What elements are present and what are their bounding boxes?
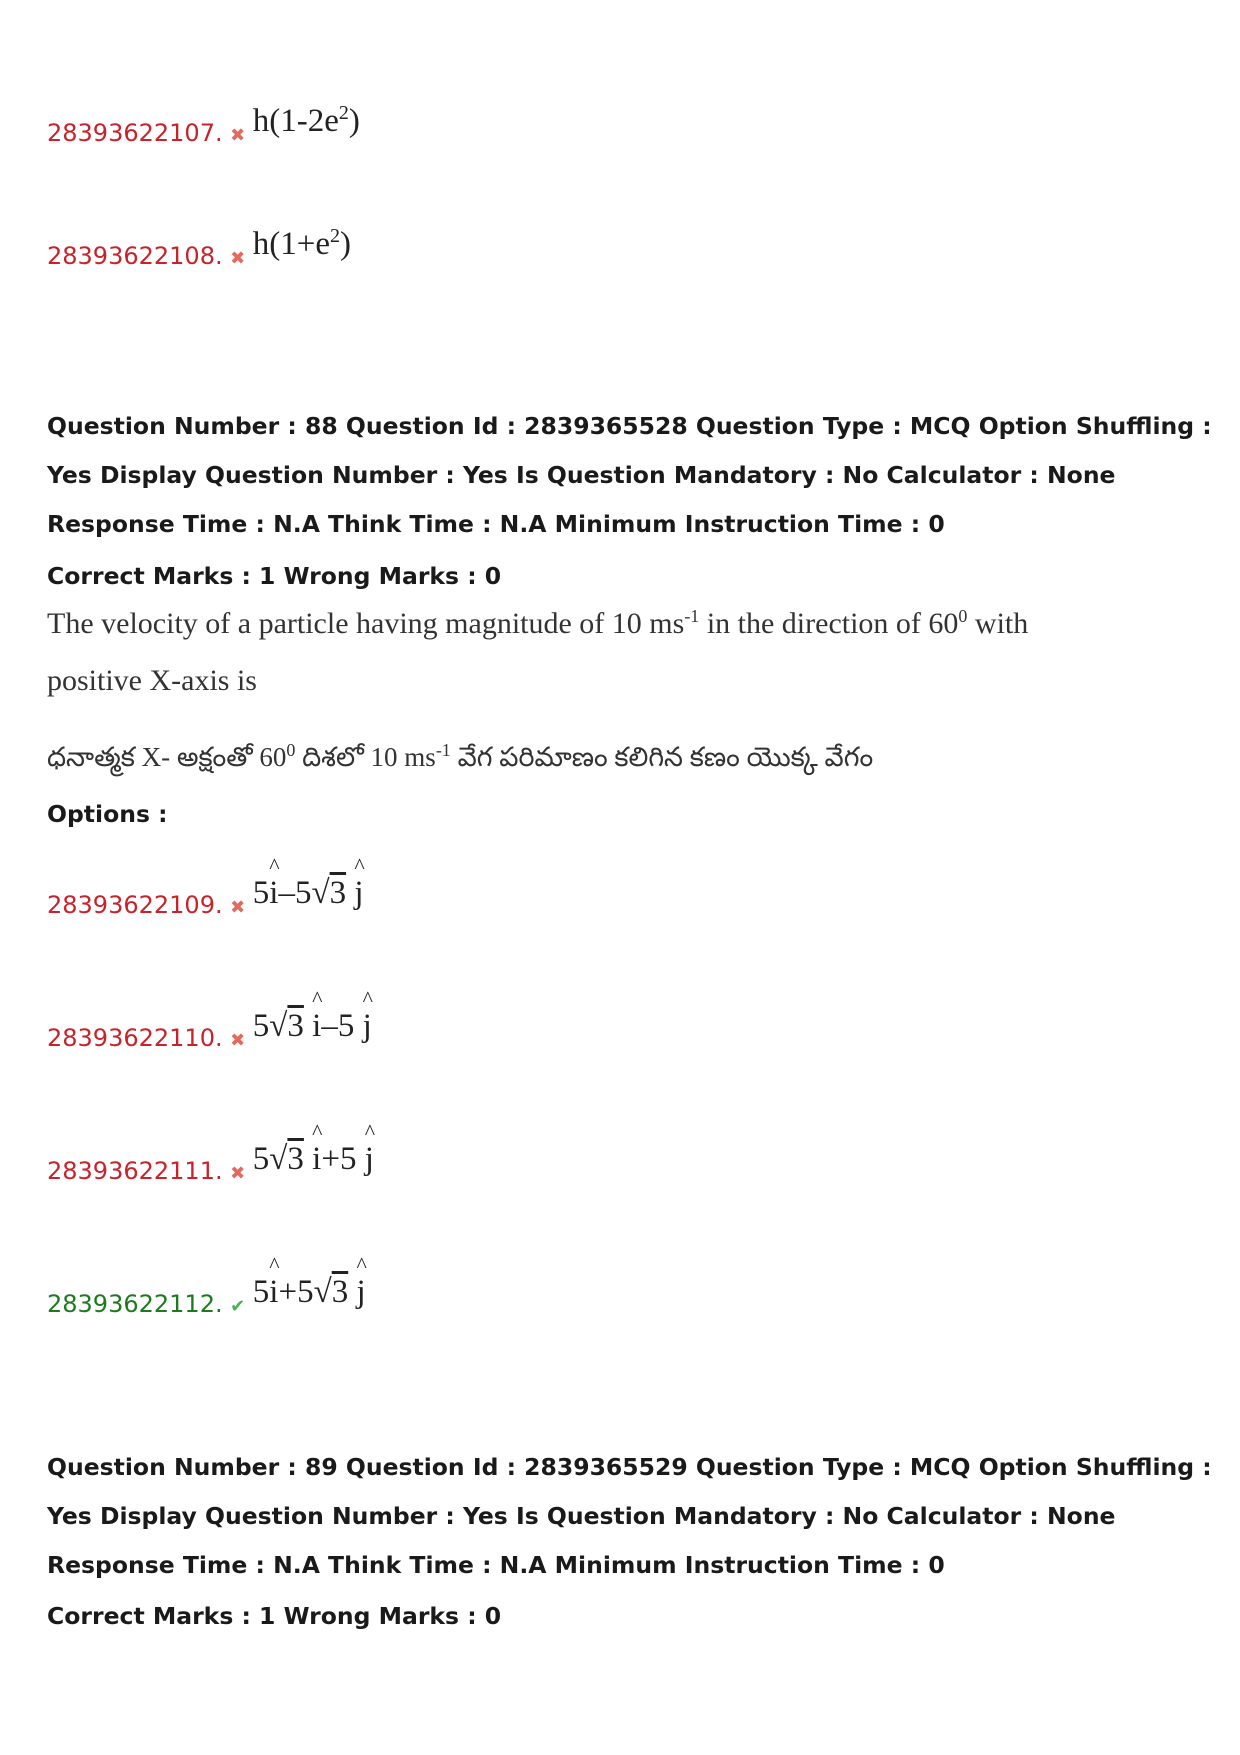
marks-line: Correct Marks : 1 Wrong Marks : 0 <box>47 1602 502 1630</box>
option-formula <box>253 875 364 911</box>
text-part: వేగ పరిమాణం కలిగిన కణం యొక్క వేగం <box>450 742 874 772</box>
text-sup: 0 <box>958 606 968 626</box>
option-formula <box>253 1274 366 1310</box>
formula-part: –5 <box>321 1008 355 1044</box>
question-text-en <box>47 606 1028 641</box>
check-icon: ✔ <box>230 1296 246 1317</box>
formula-radicand: 3 <box>287 1141 304 1177</box>
formula-radicand: 3 <box>329 875 347 911</box>
unit-vector-i: ^ i <box>269 875 278 912</box>
cross-icon: ✖ <box>230 125 246 146</box>
formula-part: 5 <box>252 1274 270 1310</box>
option-formula <box>253 1008 372 1044</box>
text-part: దిశలో 10 ms <box>295 742 436 772</box>
text-part: ధనాత్మక X- అక్షంతో 60 <box>47 742 287 772</box>
formula-part: +5√ <box>278 1274 332 1310</box>
formula-part: 5 <box>252 875 270 911</box>
option-id: 28393622108. <box>47 242 223 270</box>
text-part: The velocity of a particle having magnitude of 10 ms <box>47 607 685 640</box>
question-text-te <box>47 740 873 780</box>
cross-icon: ✖ <box>230 897 246 918</box>
formula-part: ) <box>340 226 352 262</box>
unit-vector-i: ^ i <box>312 1008 321 1045</box>
formula-part: 5√ <box>252 1141 288 1177</box>
option-formula <box>253 1141 374 1177</box>
option-row <box>47 1008 372 1055</box>
cross-icon: ✖ <box>230 1030 246 1051</box>
unit-vector-j: ^ j <box>354 875 363 912</box>
formula-radicand: 3 <box>331 1274 349 1310</box>
question-text-en-2: positive X-axis is <box>47 664 257 697</box>
option-row <box>47 225 352 273</box>
cross-icon: ✖ <box>230 1163 246 1184</box>
cross-icon: ✖ <box>230 248 246 269</box>
options-label: Options : <box>47 800 168 828</box>
text-sup: 0 <box>286 740 296 760</box>
option-row <box>47 875 364 922</box>
option-formula <box>253 103 360 139</box>
text-part: in the direction of 60 <box>699 607 959 640</box>
option-id: 28393622110. <box>47 1024 223 1052</box>
formula-part: 5√ <box>252 1008 288 1044</box>
option-row <box>47 1141 374 1188</box>
formula-exponent: 2 <box>330 225 341 247</box>
option-id: 28393622112. <box>47 1290 223 1318</box>
formula-radicand: 3 <box>287 1008 304 1044</box>
formula-part: –5√ <box>278 875 330 911</box>
unit-vector-j: ^ j <box>365 1141 374 1178</box>
unit-vector-i: ^ i <box>312 1141 321 1178</box>
text-sup: -1 <box>435 740 451 760</box>
formula-part: ) <box>348 103 360 139</box>
marks-line: Correct Marks : 1 Wrong Marks : 0 <box>47 562 502 590</box>
formula-part: h(1-2e <box>252 103 339 139</box>
text-sup: -1 <box>684 606 700 626</box>
formula-exponent: 2 <box>338 102 349 124</box>
formula-part: h(1+e <box>252 226 331 262</box>
option-id: 28393622109. <box>47 891 223 919</box>
option-row <box>47 1274 366 1321</box>
option-id: 28393622111. <box>47 1157 223 1185</box>
option-row <box>47 102 360 150</box>
unit-vector-i: ^ i <box>269 1274 278 1311</box>
unit-vector-j: ^ j <box>356 1274 365 1311</box>
text-part: with <box>967 607 1029 640</box>
option-id: 28393622107. <box>47 119 223 147</box>
option-formula <box>253 226 351 262</box>
unit-vector-j: ^ j <box>363 1008 372 1045</box>
question-header: Question Number : 89 Question Id : 2839365529 Question Type : MCQ Option Shuffling : Yes Display Question Number : Yes Is Question Mandatory : No Calculator : None Response Time : N.A Think Time : N.A Minimum Instruction Time : 0 <box>47 1453 1212 1579</box>
question-header: Question Number : 88 Question Id : 2839365528 Question Type : MCQ Option Shuffling : Yes Display Question Number : Yes Is Question Mandatory : No Calculator : None Response Time : N.A Think Time : N.A Minimum Instruction Time : 0 <box>47 412 1212 538</box>
formula-part: +5 <box>321 1141 357 1177</box>
